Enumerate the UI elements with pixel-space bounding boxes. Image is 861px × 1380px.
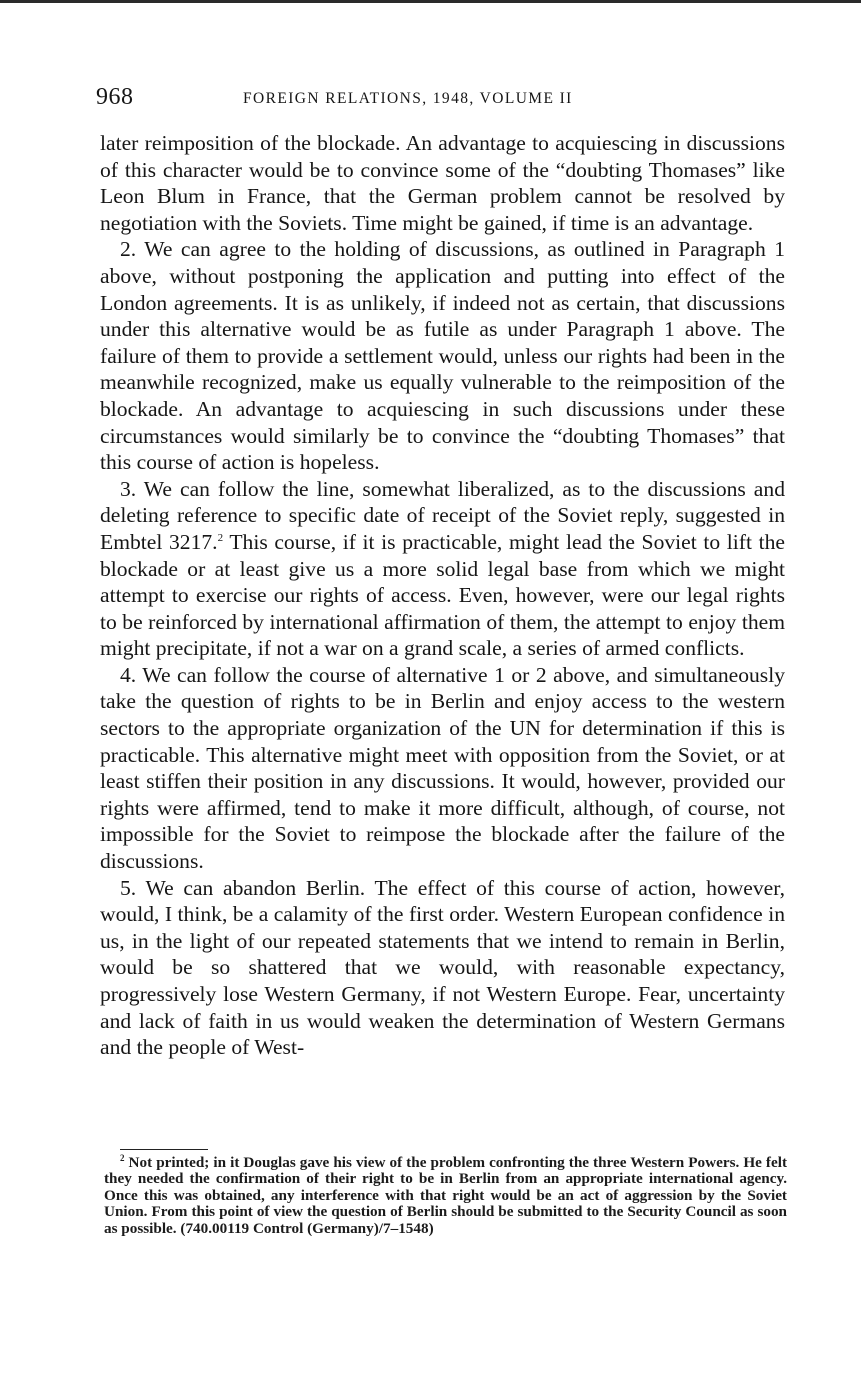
- footnote-divider: [120, 1149, 208, 1150]
- page-number: 968: [96, 84, 134, 110]
- paragraph-alternative-5: 5. We can abandon Berlin. The effect of this course of action, however, would, I think, be a calamity of the first order. Western European confidence in us, in the light of our repeated statements that we intend to remain in Berlin, would be so shattered that we would, with reasonable expectancy, progressively lose Western Germany, if not Western Europe. Fear, uncertainty and lack of faith in us would weaken the determination of Western Germans and the people of West-: [100, 875, 785, 1060]
- paragraph-alternative-3-text-continued: This course, if it is practicable, might lead the Soviet to lift the blockade or at least give us a more solid legal base from which we might attempt to exercise our rights of access. Even, however, were our legal rights to be reinforced by international affirmation of them, the attempt to enjoy them might precipitate, if not a war on a grand scale, a series of armed conflicts.: [100, 529, 785, 661]
- paragraph-alternative-3: [100, 476, 785, 662]
- paragraph-alternative-2: 2. We can agree to the holding of discussions, as outlined in Paragraph 1 above, without postponing the application and putting into effect of the London agreements. It is as unlikely, if indeed not as certain, that discussions under this alternative would be as futile as under Paragraph 1 above. The failure of them to provide a settlement would, unless our rights had been in the meanwhile recognized, make us equally vulnerable to the reimposition of the blockade. An advantage to acquiescing in such discussions under these circumstances would similarly be to convince the “doubting Thomases” that this course of action is hopeless.: [100, 237, 785, 475]
- running-head-title: FOREIGN RELATIONS, 1948, VOLUME II: [243, 90, 573, 107]
- paragraph-continued: later reimposition of the blockade. An advantage to acquiescing in discussions of this character would be to convince some of the “doubting Thomases” like Leon Blum in France, that the German problem cannot be resolved by negotiation with the Soviets. Time might be gained, if time is an advantage.: [100, 131, 785, 235]
- top-edge-rule: [0, 0, 861, 3]
- paragraph-alternative-4: 4. We can follow the course of alternative 1 or 2 above, and simultaneously take the question of rights to be in Berlin and enjoy access to the western sectors to the appropriate organization of the UN for determination if this is practicable. This alternative might meet with opposition from the Soviet, or at least stiffen their position in any discussions. It would, however, provided our rights were affirmed, tend to make it more difficult, although, of course, not impossible for the Soviet to reimpose the blockade after the failure of the discussions.: [100, 662, 785, 874]
- footnote-text: Not printed; in it Douglas gave his view of the problem confronting the three Western Powers. He felt they needed the confirmation of their right to be in Berlin from an appropriate international agency. Once this was obtained, any interference with that right would be an act of aggression by the Soviet Union. From this point of view the question of Berlin should be submitted to the Security Council as soon as possible. (740.00119 Control (Germany)/7–1548): [104, 1154, 788, 1237]
- body-text: [100, 130, 785, 1061]
- paragraph-alternative-3-text: 3. We can follow the line, somewhat liberalized, as to the discussions and deleting reference to specific date of receipt of the Soviet reply, suggested in Embtel 3217.: [100, 476, 785, 554]
- footnote-marker: 2: [120, 1152, 125, 1163]
- footnote: [104, 1152, 788, 1237]
- footnote-reference: 2: [217, 531, 224, 544]
- running-head: [96, 84, 786, 116]
